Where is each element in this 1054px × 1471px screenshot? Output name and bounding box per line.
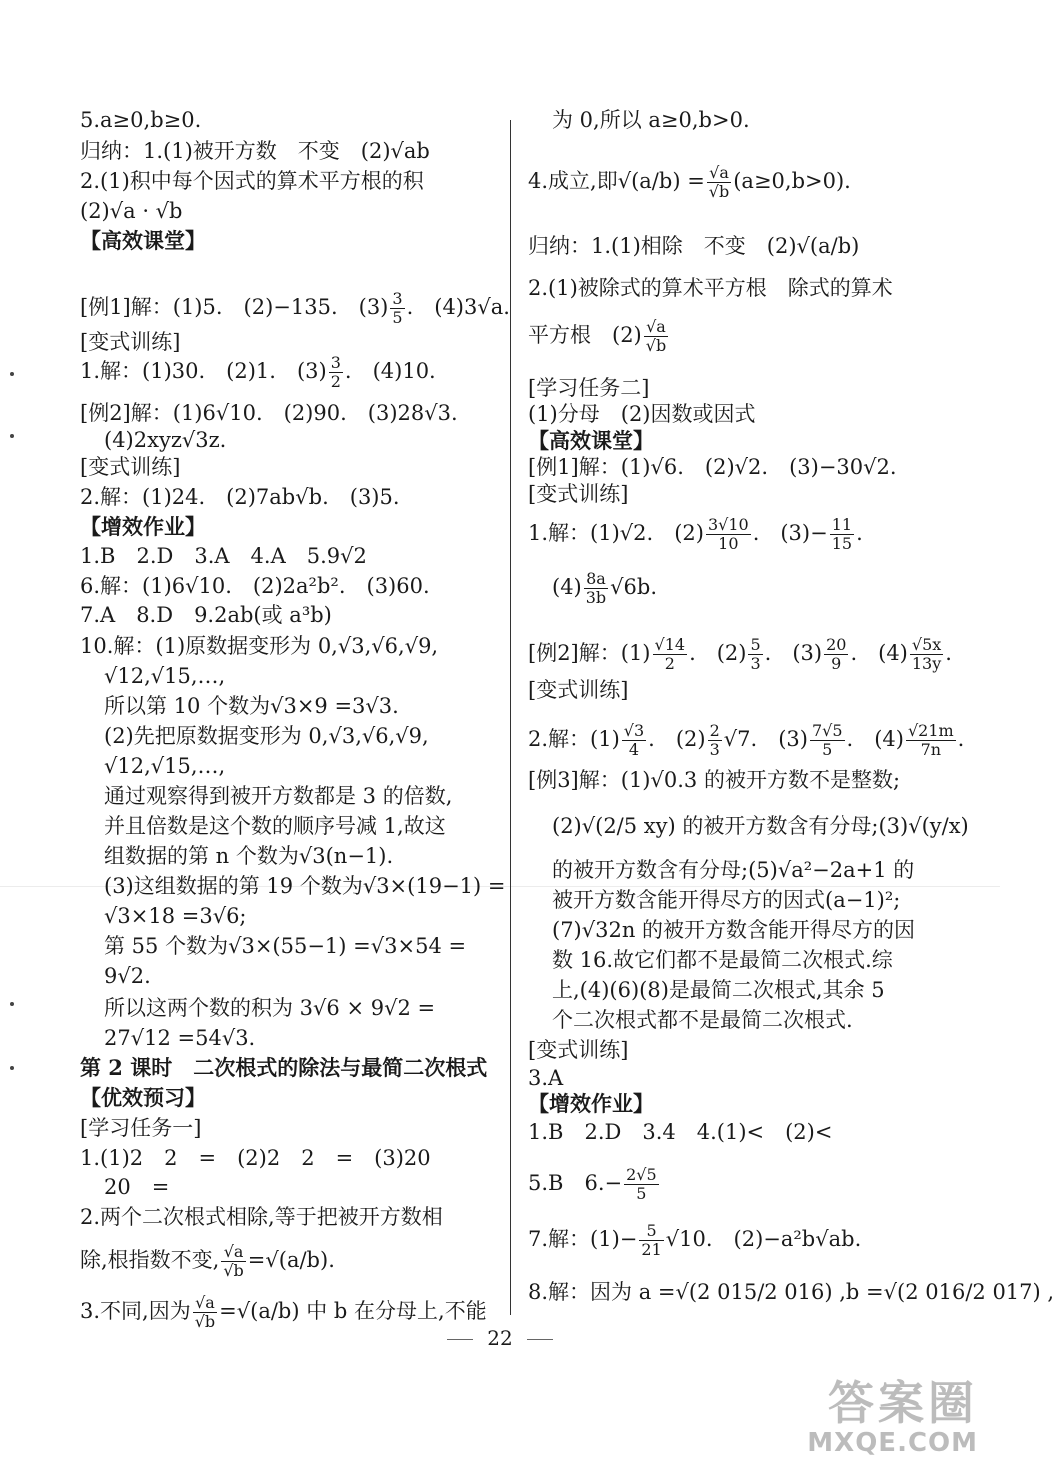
fraction (830, 516, 854, 553)
answer-line (80, 290, 510, 327)
answer-text: . (2) (648, 727, 706, 751)
fraction-numerator: 7√5 (811, 721, 843, 740)
answer-text: 【高效课堂】 (528, 428, 654, 453)
answer-text: 2.解：(1) (528, 727, 620, 751)
answer-text: 除,根指数不变, (80, 1248, 220, 1272)
answer-text: 【高效课堂】 (80, 228, 206, 253)
answer-line (80, 328, 180, 356)
answer-text: 1.B 2.D 3.4 4.(1)< (2)< (528, 1120, 833, 1144)
fraction (653, 636, 688, 673)
answer-line (80, 632, 438, 660)
answer-line (104, 782, 452, 810)
answer-text: 2.(1)被除式的算术平方根 除式的算术 (528, 276, 893, 300)
answer-text: (a≥0,b>0). (733, 169, 851, 193)
section-heading (80, 1054, 487, 1082)
answer-text: 5.a≥0,b≥0. (80, 108, 202, 132)
answer-text: √7. (3) (723, 727, 808, 751)
answer-text: 上,(4)(6)(8)是最简二次根式,其余 5 (552, 978, 885, 1002)
fraction-numerator: 3√10 (707, 515, 749, 534)
answer-text: 归纳：1.(1)相除 不变 (2)√(a/b) (528, 234, 860, 258)
fraction-denominator: 5 (636, 1184, 647, 1203)
answer-text: (3)这组数据的第 19 个数为√3×(19−1) = (104, 874, 506, 898)
answer-line (528, 1036, 628, 1064)
answer-text: . (2) (689, 641, 747, 665)
fraction (584, 570, 608, 607)
answer-text: 组数据的第 n 个数为√3(n−1). (104, 844, 394, 868)
fraction-denominator: 15 (831, 534, 853, 553)
answer-text: 并且倍数是这个数的顺序号减 1,故这 (104, 814, 446, 838)
fraction-denominator: 3 (709, 740, 720, 759)
footer-dash (447, 1339, 473, 1340)
watermark-site: MXQE.COM (807, 1428, 978, 1458)
answer-line (80, 354, 436, 391)
section-heading (528, 1090, 654, 1118)
fraction-denominator: 3 (750, 654, 761, 673)
answer-line (552, 1006, 853, 1034)
answer-text: 的被开方数含有分母;(5)√a²−2a+1 的 (552, 858, 915, 882)
page-footer (0, 1326, 1000, 1350)
answer-line (528, 766, 900, 794)
fraction-denominator: √b (194, 1312, 216, 1331)
answer-line (104, 1024, 255, 1052)
answer-text: (2)√(2/5 xy) 的被开方数含有分母;(3)√(y/x) (552, 814, 969, 838)
fraction (390, 290, 404, 327)
answer-text: 平方根 (2) (528, 323, 642, 347)
answer-line (80, 399, 458, 427)
answer-line (104, 962, 151, 990)
fraction (644, 318, 668, 355)
answer-text: 3.A (528, 1066, 564, 1090)
answer-text: (2)√a · √b (80, 199, 183, 223)
fraction (706, 516, 751, 553)
answer-text: (4) (552, 575, 582, 599)
answer-text: =√(a/b). (247, 1248, 335, 1272)
fraction-numerator: 2√5 (626, 1165, 657, 1184)
answer-text: 6.解：(1)6√10. (2)2a²b². (3)60. (80, 574, 430, 598)
fraction-denominator: √b (223, 1261, 244, 1280)
fraction-denominator: 9 (831, 654, 842, 673)
answer-text: =√(a/b) 中 b 在分母上,不能 (219, 1299, 487, 1323)
answer-text: 【增效作业】 (528, 1091, 654, 1116)
answer-text: 为 0,所以 a≥0,b>0. (552, 108, 750, 132)
answer-line (552, 886, 900, 914)
answer-text: 7.解：(1)− (528, 1227, 638, 1251)
answer-line (104, 994, 435, 1022)
answer-line (104, 812, 446, 840)
answer-line (80, 197, 183, 225)
fraction-denominator: 4 (628, 740, 640, 759)
answer-line (80, 483, 400, 511)
fraction-denominator: √b (708, 182, 730, 201)
fraction-numerator: √a (707, 164, 731, 183)
answer-line (104, 842, 393, 870)
answer-line (528, 232, 859, 260)
answer-text: 个二次根式都不是最简二次根式. (552, 1008, 853, 1032)
answer-text: [例1]解：(1)5. (2)−135. (3) (80, 295, 389, 319)
fraction-denominator: 3b (585, 588, 607, 607)
answer-text: 【优效预习】 (80, 1085, 206, 1110)
answer-text: [变式训练] (528, 482, 629, 506)
answer-text: 9√2. (104, 964, 151, 988)
fraction (639, 1222, 663, 1259)
answer-line (528, 164, 851, 201)
answer-text: . (3) (764, 641, 823, 665)
fraction (810, 722, 845, 759)
fraction (622, 722, 646, 759)
answer-line (528, 480, 628, 508)
answer-line (528, 1278, 1054, 1306)
answer-line (80, 137, 430, 165)
scan-speck (10, 1002, 14, 1006)
answer-text: [例2]解：(1)6√10. (2)90. (3)28√3. (80, 401, 458, 425)
answer-text: (2)先把原数据变形为 0,√3,√6,√9, (104, 724, 429, 748)
answer-line (80, 601, 332, 629)
answer-text: . (856, 521, 863, 545)
scan-speck (10, 1066, 14, 1070)
answer-text: √3×18 =3√6; (104, 904, 247, 928)
answer-line (104, 662, 225, 690)
fraction-numerator: √a (644, 318, 668, 337)
answer-line (80, 1114, 201, 1142)
answer-text: 27√12 =54√3. (104, 1026, 256, 1050)
answer-text: 3.不同,因为 (80, 1299, 191, 1323)
fraction-denominator: 10 (718, 534, 739, 553)
answer-text: [变式训练] (528, 1038, 629, 1062)
fraction-numerator: 3 (392, 289, 403, 308)
answer-text: [例3]解：(1)√0.3 的被开方数不是整数; (528, 768, 901, 792)
watermark (807, 1378, 978, 1458)
fraction-denominator: 2 (664, 654, 675, 673)
fraction-numerator: √14 (654, 635, 686, 654)
answer-text: 1.解：(1)30. (2)1. (3) (80, 359, 327, 383)
answer-text: 所以第 10 个数为√3×9 =3√3. (104, 694, 399, 718)
fraction-numerator: 20 (826, 635, 847, 654)
watermark-logo: 答案圈 (828, 1376, 978, 1430)
answer-line (528, 516, 863, 553)
answer-text: 被开方数含能开得尽方的因式(a−1)²; (552, 888, 901, 912)
footer-dash (527, 1339, 553, 1340)
answer-text: 2.两个二次根式相除,等于把被开方数相 (80, 1205, 443, 1229)
fraction-denominator: 5 (822, 740, 833, 759)
answer-text: √12,√15,…, (104, 664, 226, 688)
answer-line (104, 932, 466, 960)
answer-text: [变式训练] (80, 330, 181, 354)
answer-line (552, 916, 915, 944)
fraction (748, 636, 762, 673)
column-divider (510, 120, 511, 1315)
answer-text: 通过观察得到被开方数都是 3 的倍数, (104, 784, 453, 808)
fraction-numerator: √21m (907, 721, 954, 740)
answer-text: 归纳：1.(1)被开方数 不变 (2)√ab (80, 139, 430, 163)
answer-text: (7)√32n 的被开方数含能开得尽方的因 (552, 918, 916, 942)
answer-text: 20 = (104, 1175, 170, 1199)
answer-text: . (4)3√a. (406, 295, 510, 319)
section-heading (80, 513, 206, 541)
answer-text: [例2]解：(1) (528, 641, 651, 665)
answer-text: 1.(1)2 2 = (2)2 2 = (3)20 (80, 1146, 431, 1170)
answer-text: √12,√15,…, (104, 754, 226, 778)
answer-text: 2.(1)积中每个因式的算术平方根的积 (80, 169, 424, 193)
answer-text: √10. (2)−a²b√ab. (665, 1227, 862, 1251)
answer-line (552, 570, 657, 607)
answer-text: [例1]解：(1)√6. (2)√2. (3)−30√2. (528, 455, 897, 479)
fraction-denominator: √b (645, 336, 667, 355)
answer-line (528, 1064, 563, 1092)
answer-line (552, 856, 914, 884)
answer-text: 第 55 个数为√3×(55−1) =√3×54 = (104, 934, 467, 958)
answer-text: [变式训练] (80, 455, 181, 479)
answer-line (80, 572, 430, 600)
answer-text: . (4) (846, 727, 904, 751)
answer-text: 2.解：(1)24. (2)7ab√b. (3)5. (80, 485, 400, 509)
answer-text: 10.解：(1)原数据变形为 0,√3,√6,√9, (80, 634, 439, 658)
answer-line (528, 1118, 832, 1146)
answer-text: . (945, 641, 952, 665)
section-heading (80, 227, 206, 255)
answer-line (80, 1243, 335, 1280)
answer-line (552, 976, 885, 1004)
fraction-denominator: 2 (330, 372, 341, 391)
fraction-numerator: 8a (584, 570, 608, 589)
fraction-numerator: 5 (750, 635, 761, 654)
fraction-numerator: 11 (831, 515, 853, 534)
answer-text: . (3)− (752, 521, 828, 545)
answer-text: √6b. (610, 575, 658, 599)
answer-line (80, 1203, 443, 1231)
answer-line (104, 692, 399, 720)
answer-text: 【增效作业】 (80, 514, 206, 539)
answer-text: . (4)10. (344, 359, 436, 383)
answer-line (552, 946, 893, 974)
answer-line (528, 274, 893, 302)
answer-line (528, 374, 649, 402)
answer-line (80, 106, 201, 134)
fraction-numerator: 3 (330, 353, 341, 372)
answer-text: 第 2 课时 二次根式的除法与最简二次根式 (80, 1055, 488, 1080)
fraction-numerator: 2 (709, 721, 720, 740)
section-heading (528, 427, 654, 455)
answer-line (528, 1222, 861, 1259)
answer-text: 所以这两个数的积为 3√6 × 9√2 = (104, 996, 436, 1020)
answer-text: 1.B 2.D 3.A 4.A 5.9√2 (80, 544, 367, 568)
fraction (624, 1166, 659, 1203)
answer-text: 数 16.故它们都不是最简二次根式.综 (552, 948, 893, 972)
answer-text: (4)2xyz√3z. (104, 428, 227, 452)
fraction-numerator: √a (221, 1243, 245, 1262)
fraction-numerator: 5 (639, 1222, 663, 1241)
fraction-denominator: 7n (920, 740, 942, 759)
answer-line (104, 872, 506, 900)
answer-text: [学习任务一] (80, 1116, 202, 1140)
fraction-numerator: √a (193, 1294, 217, 1313)
answer-line (528, 1166, 661, 1203)
fraction (329, 354, 343, 391)
fraction-numerator: √3 (623, 721, 645, 740)
fraction-numerator: √5x (911, 635, 942, 654)
scan-speck (10, 372, 14, 376)
fraction-denominator: 21 (641, 1240, 662, 1259)
answer-line (80, 453, 180, 481)
answer-text: 8.解：因为 a =√(2 015/2 016) ,b =√(2 016/2 017) , (528, 1280, 1054, 1304)
answer-line (104, 752, 225, 780)
section-heading (80, 1084, 206, 1112)
fraction-denominator: 5 (392, 308, 403, 327)
answer-text: [学习任务二] (528, 376, 650, 400)
answer-text: 1.解：(1)√2. (2) (528, 521, 704, 545)
answer-line (528, 400, 756, 428)
answer-line (528, 453, 897, 481)
fraction (906, 722, 956, 759)
answer-text: (1)分母 (2)因数或因式 (528, 402, 756, 426)
answer-line (104, 902, 247, 930)
answer-line (80, 167, 424, 195)
answer-text: . (957, 727, 965, 751)
fraction (824, 636, 848, 673)
answer-line (552, 106, 750, 134)
answer-text: 4.成立,即√(a/b) = (528, 169, 705, 193)
answer-line (104, 722, 429, 750)
fraction (707, 164, 731, 201)
answer-line (104, 426, 226, 454)
fraction (910, 636, 943, 673)
scan-speck (10, 434, 14, 438)
answer-line (80, 1144, 431, 1172)
answer-line (528, 636, 952, 673)
answer-text: . (4) (850, 641, 908, 665)
fraction-denominator: 13y (911, 654, 942, 673)
answer-line (552, 812, 969, 840)
answer-line (528, 318, 670, 355)
fraction (708, 722, 722, 759)
answer-line (104, 1173, 169, 1201)
answer-line (528, 676, 628, 704)
answer-line (80, 542, 367, 570)
fraction (221, 1243, 245, 1280)
answer-text: 5.B 6.− (528, 1171, 623, 1195)
page-number: 22 (487, 1326, 513, 1350)
answer-line (528, 722, 964, 759)
answer-text: [变式训练] (528, 678, 629, 702)
answer-text: 7.A 8.D 9.2ab(或 a³b) (80, 603, 332, 627)
